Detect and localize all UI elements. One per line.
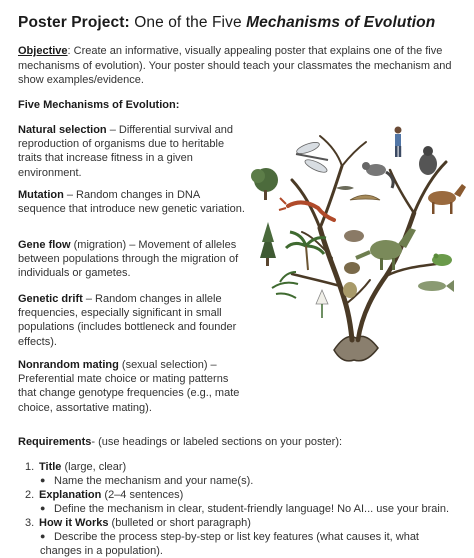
requirement-bullet-how-it-works: ● Describe the process step-by-step or list key features (what causes it, what changes in a population). [40,531,419,557]
objective-paragraph [18,44,458,88]
bullet-icon: ● [40,475,46,485]
conifer-tree-icon [260,222,276,266]
crayfish-icon [279,198,334,220]
page-title: Poster Project: One of the Five Mechanisms of Evolution [18,14,436,31]
requirement-item-explanation: 2. Explanation (2–4 sentences) [25,489,184,501]
requirement-bullet-title: ● Name the mechanism and your name(s). [40,475,254,487]
lily-flower-icon [316,290,328,318]
lemur-icon [362,162,393,188]
bullet-icon: ● [40,531,46,541]
deciduous-tree-icon [251,168,278,200]
requirement-item-how-it-works: 3. How it Works (bulleted or short paragraph) [25,517,251,529]
fern-icon [272,272,298,298]
gorilla-icon [419,146,437,175]
fish-icon [418,280,454,292]
mechanism-natural-selection: Natural selection – Differential survival and reproduction of organisms due to heritable traits that increase fitness in a given environment. [18,124,234,179]
beetle-icon [344,262,360,274]
bullet-icon: ● [40,503,46,513]
mechanism-genetic-drift: Genetic drift – Random changes in allele frequencies, especially significant in small populations (includes bottleneck and founder effects). [18,293,237,348]
requirement-item-title: 1. Title (large, clear) [25,461,127,473]
lizard-icon [336,186,354,190]
mechanism-gene-flow: Gene flow (migration) – Movement of alleles between populations through the migration of individuals or gametes. [18,239,239,280]
requirements-heading: Requirements- (use headings or labeled sections on your poster): [18,436,343,448]
requirement-bullet-explanation: ● Define the mechanism in clear, student-friendly language! No AI... use your brain. [40,503,449,515]
human-figure-icon [395,127,402,158]
hedgehog-icon [344,230,364,242]
frog-icon [432,254,452,267]
dragonfly-icon [295,140,328,175]
pterosaur-icon [350,195,380,200]
horse-icon [428,184,466,214]
evolution-tree-illustration [246,118,468,370]
dinosaur-icon [356,228,416,270]
palm-tree-icon [286,232,326,270]
shell-icon [343,282,357,298]
mechanism-mutation: Mutation – Random changes in DNA sequence that introduce new genetic variation. [18,189,245,216]
objective-label: Objective [18,45,68,57]
objective-text: : Create an informative, visually appealing poster that explains one of the five mechanisms of evolution). Your poster should teach your classmates the mechanism and show examples/evidence. [18,45,452,86]
mechanism-nonrandom-mating: Nonrandom mating (sexual selection) – Preferential mate choice or mating patterns that change genotype frequencies (e.g., mate choice, assortative mating). [18,359,240,414]
mechanisms-heading: Five Mechanisms of Evolution: [18,99,180,111]
